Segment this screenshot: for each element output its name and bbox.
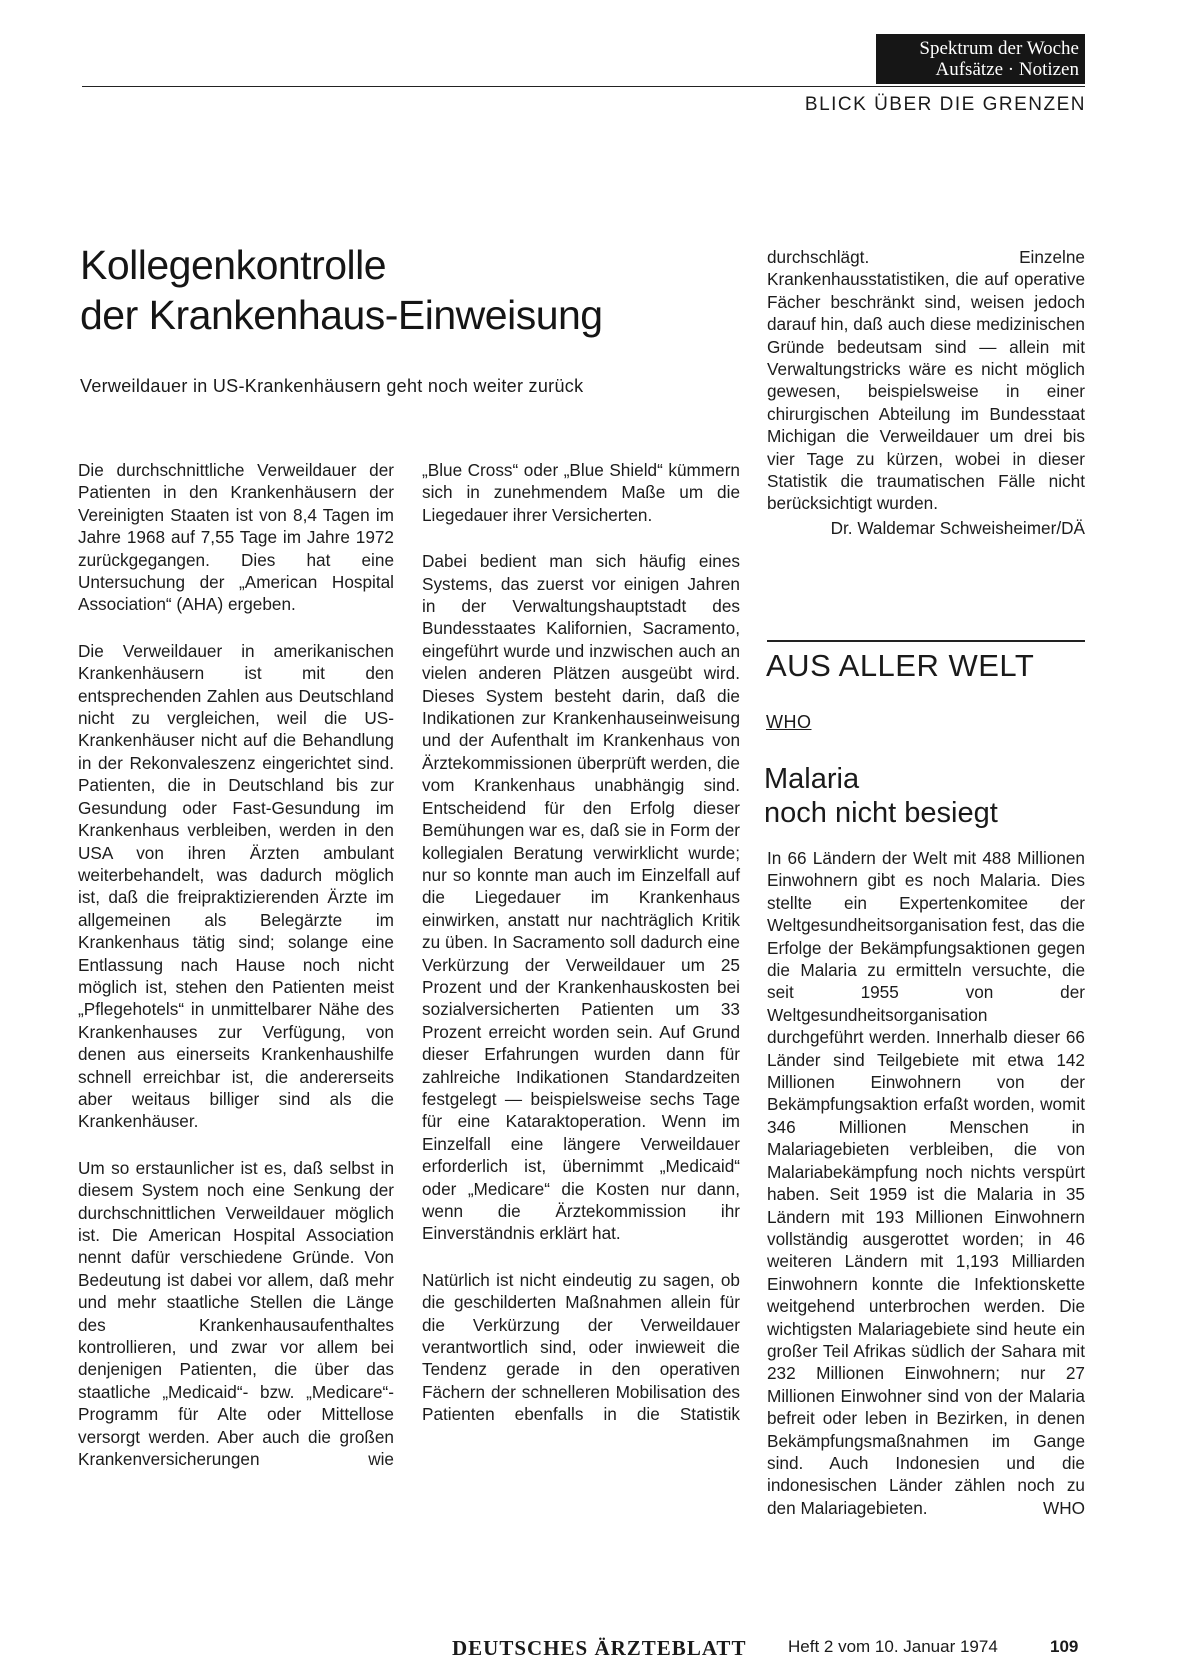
rubric-heading: BLICK ÜBER DIE GRENZEN [804,94,1086,115]
news-byline: WHO [1042,1497,1085,1518]
paragraph: Um so erstaunlicher ist es, daß selbst in diesem System noch eine Senkung der durchschnittlichen Verweildauer möglich ist. Die American Hospital Association nennt dafür verschiedene Gründe. Von Bedeutung ist dabei vor allem, daß mehr und mehr staatliche Stellen die Länge des Krankenhausaufenthaltes kontrollieren, und zwar vor allem bei denjenigen Patienten, die über das staatliche „Medicaid“- bzw. „Medicare“-Programm für Alte oder Mittellose versorgt werden. Aber auch die großen Krankenversicherungen wie [78,1157,394,1470]
paragraph: Dabei bedient man sich häufig eines Systems, das zuerst vor einigen Jahren in der Verwaltungshauptstadt des Bundesstaates Kalifornien, Sacramento, eingeführt wurde und inzwischen auch an vielen anderen Plätzen ausgeübt wird. Dieses System besteht darin, daß die Indikationen zur Krankenhauseinweisung und der Aufenthalt im Krankenhaus von Ärztekommissionen überprüft werden, die vom Krankenhaus unabhängig sind. Entscheidend für den Erfolg dieser Bemühungen war es, daß sie in Form der kollegialen Beratung verwirklicht wurde; nur so konnte man auch im Einzelfall auf die Liegedauer im Krankenhaus einwirken, anstatt nur nachträglich Kritik zu üben. In Sacramento soll dadurch eine Verkürzung der Verweildauer um 25 Prozent und der Krankenhauskosten bei sozialversicherten Patienten um 33 Prozent erreicht worden sein. Auf Grund dieser Erfahrungen wurden dann für zahlreiche Indikationen Standardzeiten festgelegt — beispielsweise sechs Tage für eine Kataraktoperation. Wenn im Einzelfall eine längere Verweildauer erforderlich ist, übernimmt „Medicaid“ oder „Medicare“ die Kosten nur dann, wenn die Ärztekommission ihr Einverständnis erklärt hat. [422,551,740,1244]
paragraph: Die durchschnittliche Verweildauer der Patienten in den Krankenhäusern der Vereinigten Staaten ist von 8,4 Tagen im Jahre 1968 auf 7,55 Tage im Jahre 1972 zurückgegangen. Dies hat eine Untersuchung der „American Hospital Association“ (AHA) ergeben. [78,460,394,615]
article-column-2 [422,459,740,1450]
headline-line2: der Krankenhaus-Einweisung [80,292,603,338]
issue-info: Heft 2 vom 10. Januar 1974 [788,1637,998,1656]
article-headline [80,240,603,340]
news-title-line1: Malaria [764,763,860,795]
headline-line1: Kollegenkontrolle [80,242,387,288]
section-rule [767,640,1085,642]
article-column-3 [767,246,1085,539]
article-column-1 [78,459,394,1494]
section-label-line1: Spektrum der Woche [919,38,1079,59]
article-subhead: Verweildauer in US-Krankenhäusern geht noch weiter zurück [80,376,584,396]
news-title [764,762,998,830]
paragraph: Die Verweildauer in amerikanischen Krankenhäusern ist mit den entsprechenden Zahlen aus Deutschland nicht zu vergleichen, weil die US-Krankenhäuser nicht auf die Behandlung in der Rekonvaleszenz eingerichtet sind. Patienten, die in Deutschland bis zur Gesundung oder Fast-Gesundung im Krankenhaus verbleiben, werden in den USA von ihren Ärzten ambulant weiterbehandelt, was dadurch möglich ist, daß die freipraktizierenden Ärzte im allgemeinen als Belegärzte im Krankenhaus tätig sind; solange eine Entlassung nach Hause noch nicht möglich ist, stehen den Patienten meist „Pflegehotels“ in unmittelbarer Nähe des Krankenhauses zur Verfügung, von denen aus einerseits Krankenhaushilfe schnell erreichbar ist, die andererseits aber weitaus billiger sind als die Krankenhäuser. [78,640,394,1132]
news-body [767,847,1085,1519]
publication-name: DEUTSCHES ÄRZTEBLATT [452,1636,747,1660]
section-label-box [876,34,1085,84]
source-tag: WHO [766,712,812,732]
section-label-line2: Aufsätze · Notizen [935,59,1079,80]
header-rule [82,86,1085,87]
paragraph: Natürlich ist nicht eindeutig zu sagen, ob die geschilderten Maßnahmen allein für die Verkürzung der Verweildauer verantwortlich sind, oder inwieweit die Tendenz gerade in den operativen Fächern der schnelleren Mobilisation des Patienten ebenfalls in die Statistik [422,1269,740,1425]
paragraph: durchschlägt. Einzelne Krankenhausstatistiken, die auf operative Fächer beschränkt sind, weisen jedoch darauf hin, daß auch diese medizinischen Gründe bedeutsam sind — allein mit Verwaltungstricks wäre es nicht möglich gewesen, beispielsweise in einer chirurgischen Abteilung im Bundesstaat Michigan die Verweildauer um drei bis vier Tage zu kürzen, wobei in dieser Statistik die traumatischen Fälle nicht berücksichtigt wurden. [767,247,1085,514]
news-body-text: In 66 Ländern der Welt mit 488 Millionen Einwohnern gibt es noch Malaria. Dies stellte ein Expertenkomitee der Weltgesundheitsorganisation fest, das die Erfolge der Bekämpfungsaktionen gegen die Malaria zu ermitteln versuchte, die seit 1955 von der Weltgesundheitsorganisation durchgeführt werden. Innerhalb dieser 66 Länder sind Teilgebiete mit etwa 142 Millionen Einwohnern von der Bekämpfungsaktion erfaßt worden, womit 346 Millionen Menschen in Malariagebieten verbleiben, die von Malariabekämpfung noch nichts verspürt haben. Seit 1959 ist die Malaria in 35 Ländern mit 193 Millionen Einwohnern vollständig ausgerottet worden; in 46 weiteren Ländern mit 1,193 Milliarden Einwohnern konnte die Infektionskette weitgehend unterbrochen werden. Die wichtigsten Malariagebiete sind heute ein großer Teil Afrikas südlich der Sahara mit 232 Millionen Einwohnern; nur 27 Millionen Einwohner sind von der Malaria befreit oder leben in Bezirken, in denen Bekämpfungsmaßnahmen im Gange sind. Auch Indonesien und die indonesischen Länder zählen noch zu den Malariagebieten. [767,848,1085,1518]
author-signature: Dr. Waldemar Schweisheimer/DÄ [830,517,1085,538]
news-title-line2: noch nicht besiegt [764,797,998,829]
paragraph: „Blue Cross“ oder „Blue Shield“ kümmern sich in zunehmendem Maße um die Liegedauer ihrer Versicherten. [422,460,740,525]
section-heading: AUS ALLER WELT [766,648,1035,683]
page-number: 109 [1050,1637,1079,1656]
